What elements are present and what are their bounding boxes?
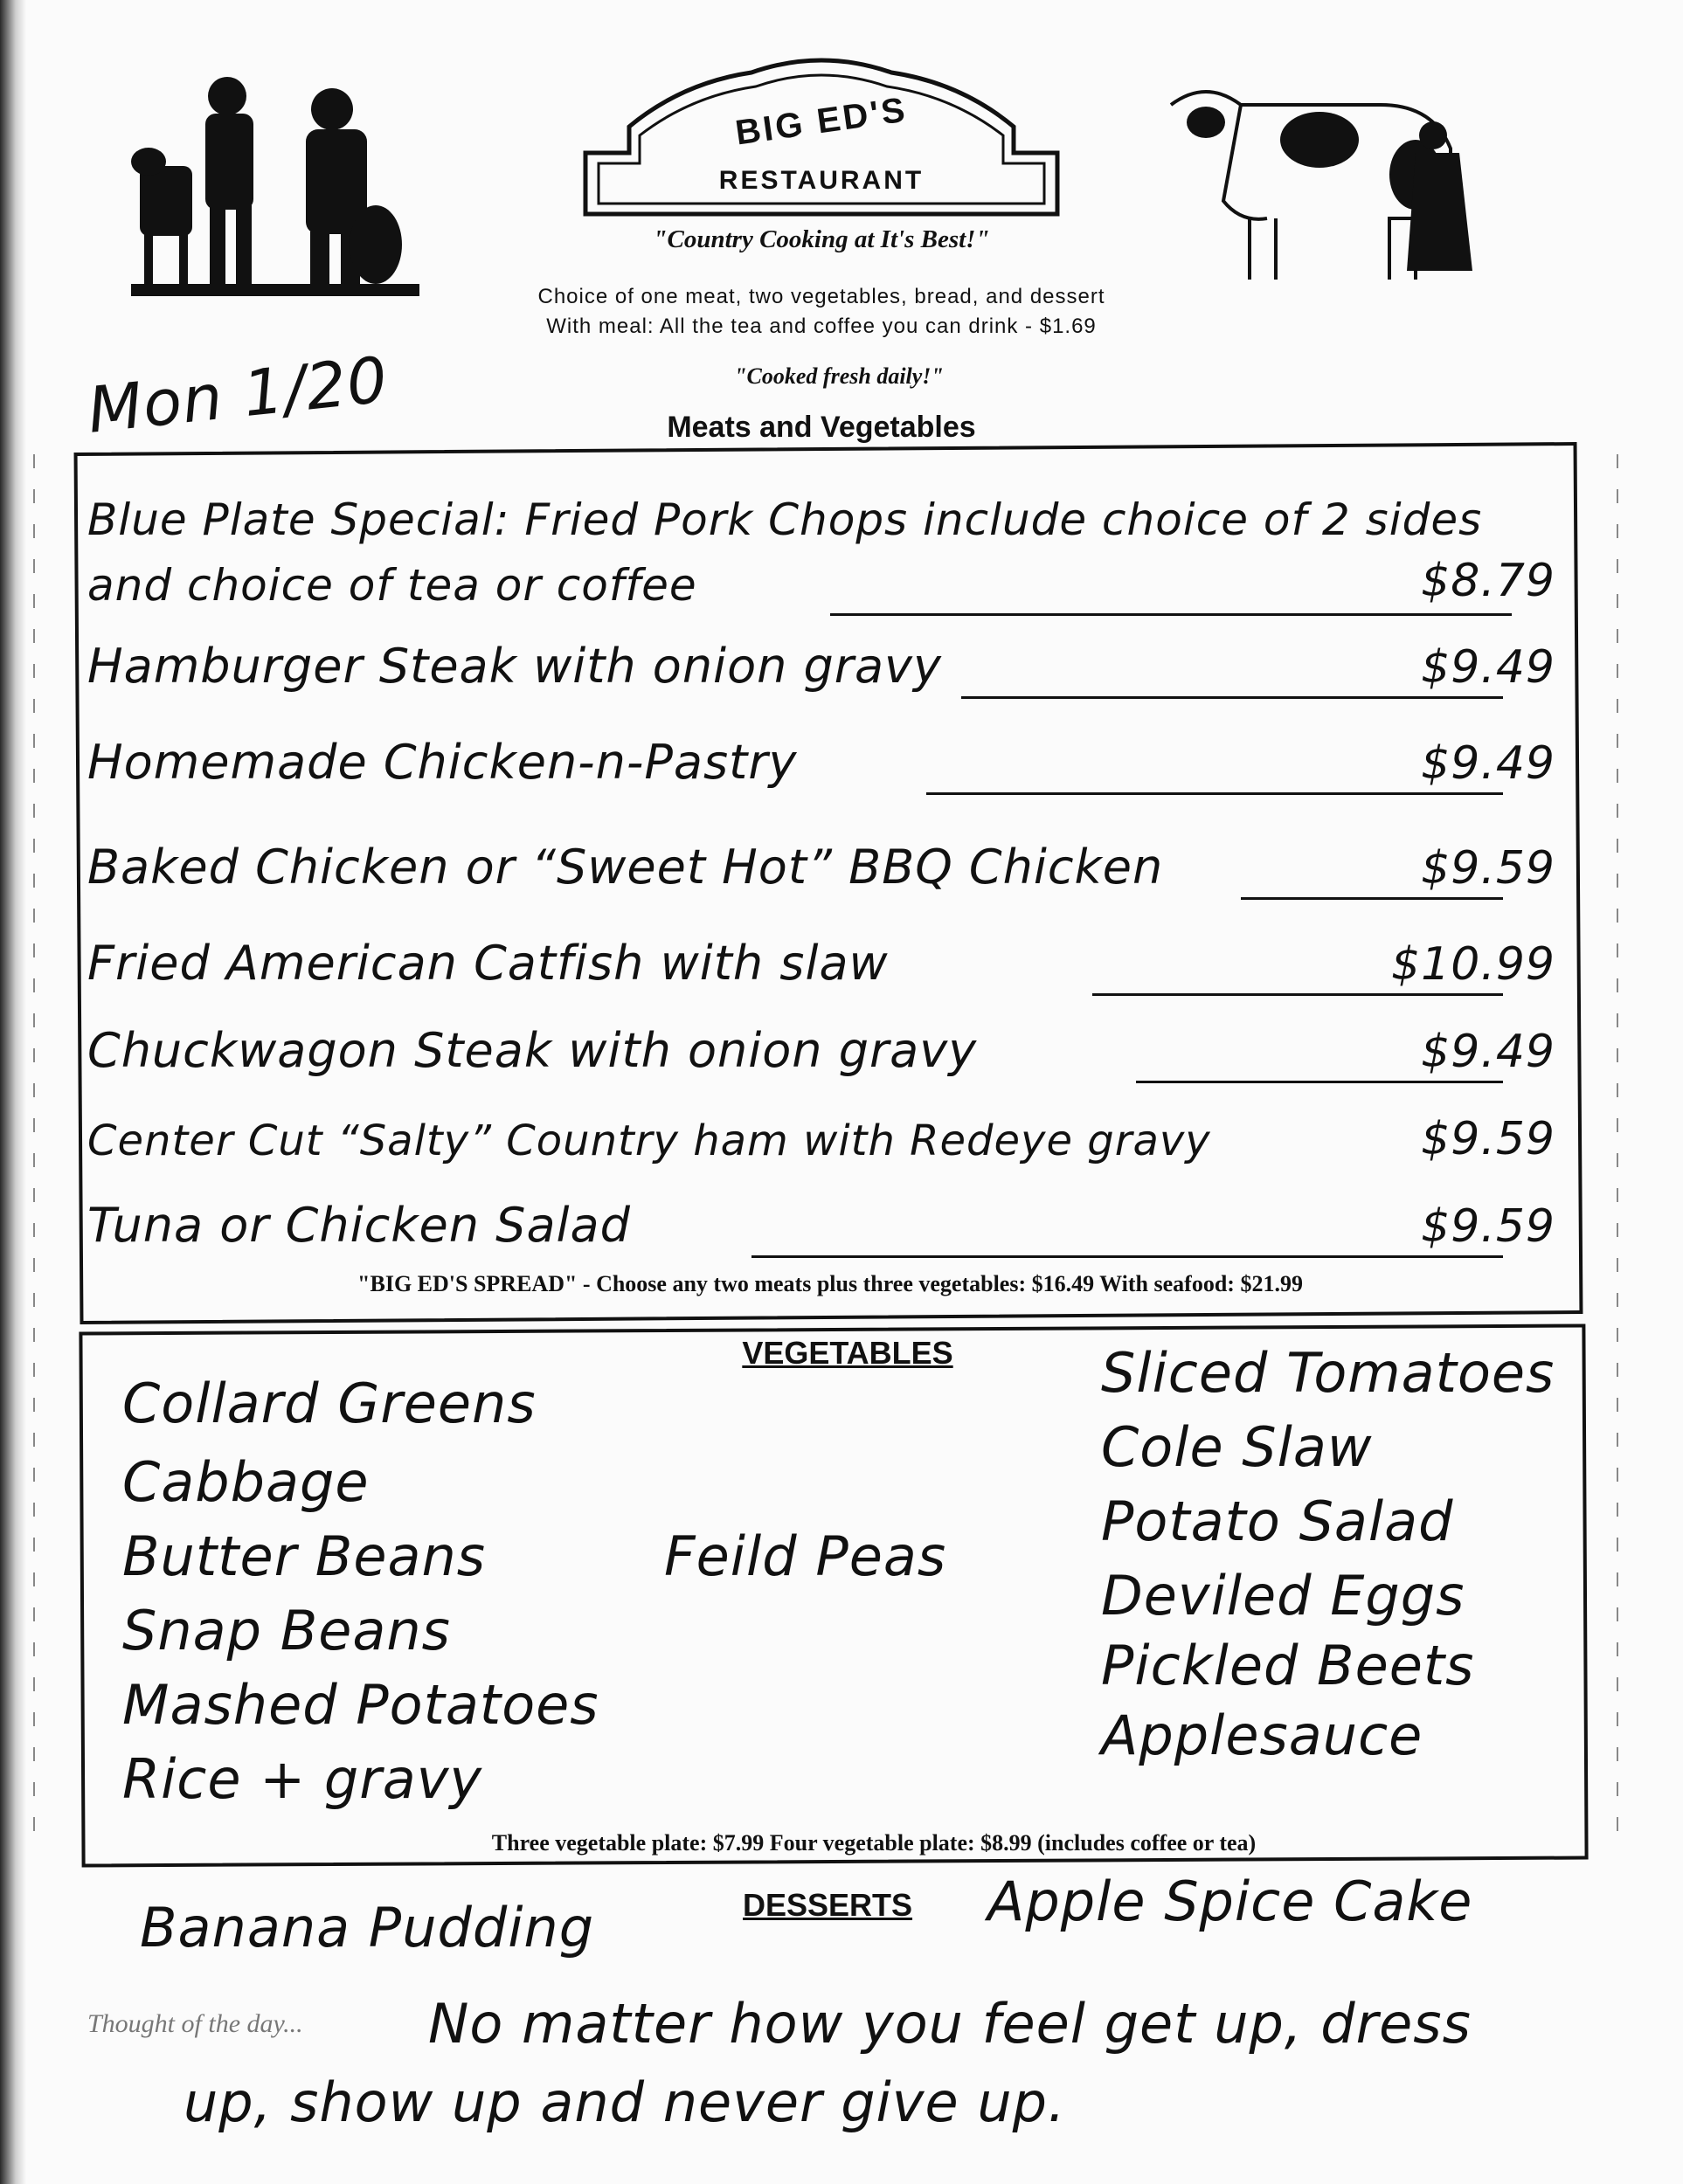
vegetable-item: Pickled Beets xyxy=(1101,1634,1475,1697)
meat-price: $9.59 xyxy=(1421,1113,1555,1165)
meat-price: $9.59 xyxy=(1421,1200,1555,1253)
meal-info-line-2: With meal: All the tea and coffee you can drink - $1.69 xyxy=(546,314,1097,338)
meat-price: $9.59 xyxy=(1421,842,1555,895)
price-rule xyxy=(926,792,1503,795)
price-rule xyxy=(961,696,1503,699)
blue-plate-special-line-2 xyxy=(87,546,1573,616)
thought-of-day-label: Thought of the day... xyxy=(87,2009,303,2038)
price-rule xyxy=(1092,993,1503,996)
thought-line-2: up, show up and never give up. xyxy=(184,2070,1066,2134)
meat-item xyxy=(87,725,1573,795)
handwritten-date: Mon 1/20 xyxy=(84,342,391,447)
meat-item xyxy=(87,1188,1573,1258)
meats-section-title: Meats and Vegetables xyxy=(667,411,976,444)
meat-name: Fried American Catfish with slaw xyxy=(87,936,889,991)
vegetable-item: Collard Greens xyxy=(122,1372,537,1435)
price-rule xyxy=(751,1255,1503,1258)
cow-milkmaid-image xyxy=(1153,70,1486,297)
page-edge-shadow xyxy=(0,0,26,2184)
special-subtitle: and choice of tea or coffee xyxy=(87,560,697,611)
meat-name: Tuna or Chicken Salad xyxy=(87,1198,631,1253)
meat-price: $10.99 xyxy=(1391,938,1555,991)
vegetable-item: Butter Beans xyxy=(122,1524,487,1588)
price-rule xyxy=(1241,897,1503,900)
vegetable-item: Mashed Potatoes xyxy=(122,1673,599,1737)
perforation-right xyxy=(1617,454,1618,1852)
logo-subtitle: RESTAURANT xyxy=(718,166,925,195)
big-eds-spread-note: "BIG ED'S SPREAD" - Choose any two meats plus three vegetables: $16.49 With seafood: $21.99 xyxy=(357,1271,1303,1296)
vegetable-item: Snap Beans xyxy=(122,1599,451,1662)
blue-plate-special-line-1 xyxy=(87,480,1573,550)
dessert-item: Banana Pudding xyxy=(140,1896,595,1959)
vegetable-item: Cabbage xyxy=(122,1450,370,1514)
meat-item xyxy=(87,629,1573,699)
cooked-fresh-note: "Cooked fresh daily!" xyxy=(734,363,944,389)
special-price: $8.79 xyxy=(1421,555,1555,607)
meat-item xyxy=(87,830,1573,900)
perforation-left xyxy=(33,454,35,1852)
meat-item xyxy=(87,1013,1573,1083)
meat-price: $9.49 xyxy=(1421,641,1555,694)
vegetable-item: Rice + gravy xyxy=(122,1747,483,1811)
meat-item xyxy=(87,926,1573,996)
logo-name: BIG ED'S xyxy=(732,90,911,153)
vegetable-item: Feild Peas xyxy=(664,1524,947,1588)
dessert-item: Apple Spice Cake xyxy=(987,1870,1473,1933)
vegetable-item: Potato Salad xyxy=(1101,1489,1454,1553)
meat-name: Baked Chicken or “Sweet Hot” BBQ Chicken xyxy=(87,840,1164,895)
meat-price: $9.49 xyxy=(1421,1026,1555,1078)
meat-name: Hamburger Steak with onion gravy xyxy=(87,639,942,694)
desserts-title: DESSERTS xyxy=(743,1887,913,1923)
vegetables-title: VEGETABLES xyxy=(742,1335,953,1371)
vegetable-item: Sliced Tomatoes xyxy=(1101,1341,1555,1405)
price-rule xyxy=(830,613,1512,616)
farmer-silhouette-image xyxy=(122,61,437,306)
vegetable-item: Cole Slaw xyxy=(1101,1415,1373,1479)
meat-name: Homemade Chicken-n-Pastry xyxy=(87,735,798,790)
thought-line-1: No matter how you feel get up, dress xyxy=(428,1992,1472,2056)
price-rule xyxy=(1136,1081,1503,1083)
meat-item xyxy=(87,1101,1573,1171)
vegetable-plate-pricing: Three vegetable plate: $7.99 Four vegetable plate: $8.99 (includes coffee or tea) xyxy=(491,1830,1257,1856)
special-title: Blue Plate Special: Fried Pork Chops include choice of 2 sides xyxy=(87,494,1483,545)
vegetable-item: Deviled Eggs xyxy=(1101,1564,1465,1628)
vegetable-item: Applesauce xyxy=(1101,1704,1423,1767)
meat-name: Center Cut “Salty” Country ham with Redeye gravy xyxy=(87,1116,1211,1165)
meat-name: Chuckwagon Steak with onion gravy xyxy=(87,1023,978,1078)
restaurant-logo xyxy=(577,48,1066,223)
meat-price: $9.49 xyxy=(1421,737,1555,790)
tagline: "Country Cooking at It's Best!" xyxy=(653,225,990,253)
meal-info-line-1: Choice of one meat, two vegetables, bread, and dessert xyxy=(537,285,1105,308)
